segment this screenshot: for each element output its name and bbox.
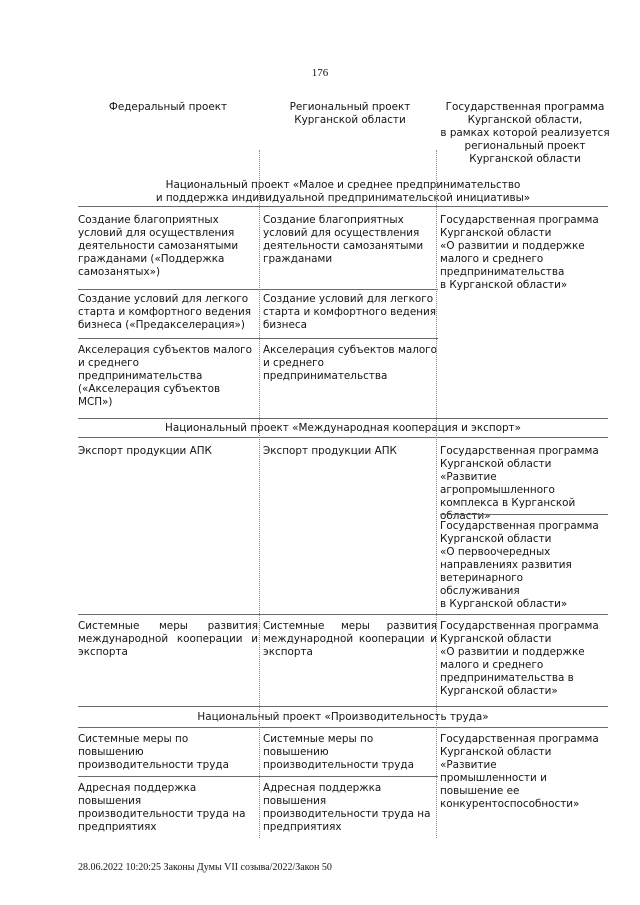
table-cell-regional: Создание условий для легкого старта и комфортного ведения бизнеса	[263, 293, 437, 331]
table-cell-federal: Адресная поддержка повышения производительности труда на предприятиях	[78, 782, 246, 833]
table-cell-federal: Создание благоприятных условий для осуществления деятельности самозанятыми гражданами («Поддержка самозанятых»)	[78, 214, 239, 278]
table-rule	[78, 776, 438, 777]
table-cell-federal: Экспорт продукции АПК	[78, 445, 212, 457]
table-cell-program: Государственная программа Курганской области «О первоочередных направлениях развития ветеринарного обслуживания в Курганской области»	[440, 520, 599, 610]
table-rule	[78, 614, 608, 615]
table-cell-program: Государственная программа Курганской области «Развитие агропромышленного комплекса в Курганской области»	[440, 445, 599, 522]
section-title-export: Национальный проект «Международная кооперация и экспорт»	[165, 422, 521, 434]
table-cell-regional: Создание благоприятных условий для осуществления деятельности самозанятыми гражданами	[263, 214, 424, 265]
table-cell-federal: Акселерация субъектов малого и среднего предпринимательства («Акселерация субъектов МСП»)	[78, 344, 253, 408]
table-rule	[78, 437, 608, 438]
table-rule	[78, 418, 608, 419]
header-regional-project: Региональный проект Курганской области	[289, 101, 411, 126]
column-separator	[259, 150, 260, 838]
section-title-sme: Национальный проект «Малое и среднее предпринимательство и поддержка индивидуальной предпринимательской инициативы»	[155, 179, 531, 204]
header-state-program: Государственная программа Курганской области, в рамках которой реализуется региональный проект Курганской области	[440, 101, 610, 165]
column-separator	[436, 150, 437, 838]
table-cell-federal: Системные меры по повышению производительности труда	[78, 733, 229, 771]
table-rule	[78, 289, 438, 290]
header-federal-project: Федеральный проект	[108, 101, 228, 113]
page-number: 176	[311, 67, 329, 79]
section-title-productivity: Национальный проект «Производительность труда»	[197, 711, 489, 723]
table-cell-regional: Адресная поддержка повышения производительности труда на предприятиях	[263, 782, 431, 833]
table-rule	[78, 706, 608, 707]
footer-stamp: 28.06.2022 10:20:25 Законы Думы VII созыва/2022/Закон 50	[78, 862, 332, 873]
table-cell-program: Государственная программа Курганской области «О развитии и поддержке малого и среднего предпринимательства в Курганской области»	[440, 214, 599, 291]
table-cell-program: Государственная программа Курганской области «Развитие промышленности и повышение ее конкурентоспособности»	[440, 733, 599, 810]
table-rule	[78, 338, 438, 339]
table-rule	[78, 206, 608, 207]
table-cell-federal: Создание условий для легкого старта и комфортного ведения бизнеса («Предакселерация»)	[78, 293, 252, 331]
table-rule	[78, 727, 608, 728]
table-cell-regional: Системные меры по повышению производительности труда	[263, 733, 414, 771]
table-cell-regional: Акселерация субъектов малого и среднего предпринимательства	[263, 344, 438, 382]
table-cell-program: Государственная программа Курганской области «О развитии и поддержке малого и среднего предпринимательства в Курганской области»	[440, 620, 599, 697]
table-rule	[440, 514, 608, 515]
table-cell-federal: Системные меры развития международной кооперации и экспорта	[78, 620, 258, 658]
table-cell-regional: Экспорт продукции АПК	[263, 445, 397, 457]
table-cell-regional: Системные меры развития международной кооперации и экспорта	[263, 620, 437, 658]
